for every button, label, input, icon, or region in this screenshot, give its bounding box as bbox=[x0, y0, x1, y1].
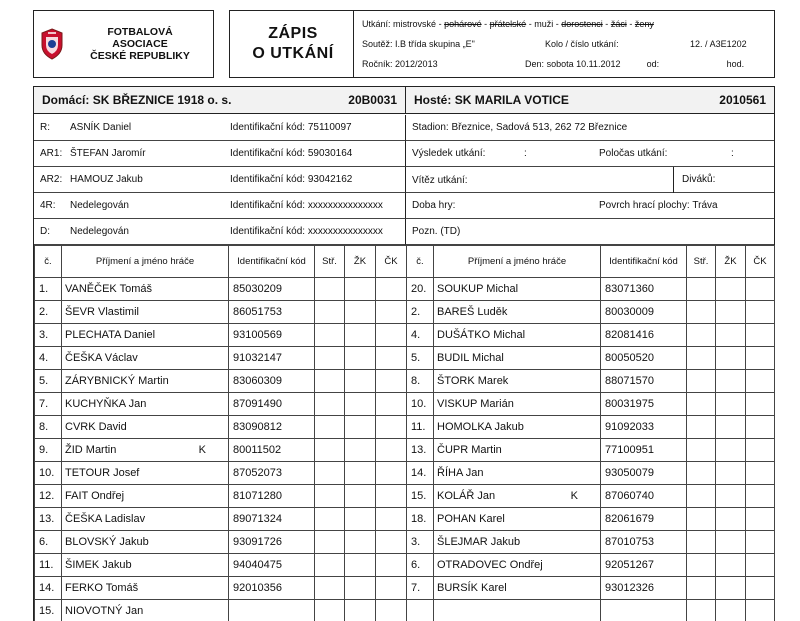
player-row bbox=[407, 508, 775, 531]
player-row bbox=[407, 439, 775, 462]
player-name: DUŠÁTKO Michal bbox=[434, 324, 601, 347]
red-card-cell bbox=[376, 439, 407, 462]
referee-row: 4R: Nedelegován Identifikační kód: xxxxxxxxxxxxxxx bbox=[34, 193, 406, 219]
player-name: POHAN Karel bbox=[434, 508, 601, 531]
player-id: 86051753 bbox=[229, 301, 315, 324]
player-number: 1. bbox=[35, 278, 62, 301]
player-name: NIOVOTNÝ Jan bbox=[62, 600, 229, 621]
player-row bbox=[407, 577, 775, 600]
substitution-cell bbox=[315, 439, 345, 462]
player-id bbox=[229, 600, 315, 621]
yellow-card-cell bbox=[716, 370, 746, 393]
player-row bbox=[407, 462, 775, 485]
player-number: 11. bbox=[407, 416, 434, 439]
notes-row: Pozn. (TD) bbox=[406, 219, 774, 245]
yellow-card-cell bbox=[716, 508, 746, 531]
substitution-cell bbox=[315, 370, 345, 393]
red-card-cell bbox=[376, 462, 407, 485]
red-card-cell bbox=[746, 439, 775, 462]
player-id: 92051267 bbox=[601, 554, 687, 577]
player-id: 80030009 bbox=[601, 301, 687, 324]
player-name: ČUPR Martin bbox=[434, 439, 601, 462]
yellow-card-cell bbox=[716, 554, 746, 577]
substitution-cell bbox=[687, 508, 716, 531]
player-number: 15. bbox=[35, 600, 62, 621]
player-row bbox=[407, 301, 775, 324]
player-row bbox=[35, 485, 407, 508]
red-card-cell bbox=[376, 485, 407, 508]
red-card-cell bbox=[746, 485, 775, 508]
player-id: 91032147 bbox=[229, 347, 315, 370]
player-row bbox=[407, 347, 775, 370]
red-card-cell bbox=[376, 577, 407, 600]
red-card-cell bbox=[376, 324, 407, 347]
player-id: 85030209 bbox=[229, 278, 315, 301]
player-row bbox=[407, 416, 775, 439]
yellow-card-cell bbox=[716, 600, 746, 621]
player-number: 14. bbox=[35, 577, 62, 600]
match-form bbox=[33, 86, 775, 621]
red-card-cell bbox=[376, 301, 407, 324]
player-number: 5. bbox=[35, 370, 62, 393]
red-card-cell bbox=[746, 278, 775, 301]
substitution-cell bbox=[315, 278, 345, 301]
player-row bbox=[407, 278, 775, 301]
red-card-cell bbox=[746, 416, 775, 439]
home-team-bar: Domácí: SK BŘEZNICE 1918 o. s. 20B0031 bbox=[34, 87, 406, 114]
player-name: BURSÍK Karel bbox=[434, 577, 601, 600]
substitution-cell bbox=[315, 531, 345, 554]
player-number: 3. bbox=[35, 324, 62, 347]
player-number: 13. bbox=[407, 439, 434, 462]
yellow-card-cell bbox=[345, 416, 376, 439]
substitution-cell bbox=[315, 508, 345, 531]
player-number: 18. bbox=[407, 508, 434, 531]
player-row bbox=[407, 554, 775, 577]
substitution-cell bbox=[687, 577, 716, 600]
player-row bbox=[35, 577, 407, 600]
substitution-cell bbox=[315, 393, 345, 416]
player-row bbox=[35, 324, 407, 347]
referee-row: D: Nedelegován Identifikační kód: xxxxxxxxxxxxxxx bbox=[34, 219, 406, 245]
substitution-cell bbox=[315, 554, 345, 577]
player-name: VISKUP Marián bbox=[434, 393, 601, 416]
red-card-cell bbox=[376, 600, 407, 621]
yellow-card-cell bbox=[716, 324, 746, 347]
player-row bbox=[35, 370, 407, 393]
substitution-cell bbox=[687, 301, 716, 324]
player-name: ZÁRYBNICKÝ Martin bbox=[62, 370, 229, 393]
player-id: 80031975 bbox=[601, 393, 687, 416]
player-number: 3. bbox=[407, 531, 434, 554]
player-id: 93091726 bbox=[229, 531, 315, 554]
player-name: BAREŠ Luděk bbox=[434, 301, 601, 324]
player-row bbox=[407, 370, 775, 393]
stadium-row: Stadion: Březnice, Sadová 513, 262 72 Březnice bbox=[406, 115, 774, 141]
yellow-card-cell bbox=[716, 347, 746, 370]
player-number: 6. bbox=[35, 531, 62, 554]
yellow-card-cell bbox=[716, 577, 746, 600]
player-number bbox=[407, 600, 434, 621]
player-row bbox=[35, 416, 407, 439]
substitution-cell bbox=[687, 324, 716, 347]
soutez-row: Soutěž: I.B třída skupina „E" Kolo / číslo utkání: 12. / A3E1202 bbox=[362, 39, 747, 49]
red-card-cell bbox=[376, 347, 407, 370]
substitution-cell bbox=[687, 347, 716, 370]
player-id: 83071360 bbox=[601, 278, 687, 301]
player-number: 20. bbox=[407, 278, 434, 301]
substitution-cell bbox=[315, 462, 345, 485]
utkani-type-row: Utkání: mistrovské - pohárové - přátelské - muži - dorostenci - žáci - ženy bbox=[362, 19, 654, 29]
red-card-cell bbox=[746, 462, 775, 485]
yellow-card-cell bbox=[345, 462, 376, 485]
red-card-cell bbox=[746, 600, 775, 621]
substitution-cell bbox=[687, 439, 716, 462]
yellow-card-cell bbox=[716, 439, 746, 462]
red-card-cell bbox=[746, 324, 775, 347]
red-card-cell bbox=[746, 370, 775, 393]
substitution-cell bbox=[687, 370, 716, 393]
yellow-card-cell bbox=[345, 485, 376, 508]
yellow-card-cell bbox=[716, 485, 746, 508]
player-id bbox=[601, 600, 687, 621]
player-row bbox=[407, 485, 775, 508]
player-number: 4. bbox=[407, 324, 434, 347]
player-id: 94040475 bbox=[229, 554, 315, 577]
player-name: KOLÁŘ Jan K bbox=[434, 485, 601, 508]
yellow-card-cell bbox=[716, 278, 746, 301]
yellow-card-cell bbox=[716, 462, 746, 485]
player-id: 93050079 bbox=[601, 462, 687, 485]
player-id: 87052073 bbox=[229, 462, 315, 485]
player-row bbox=[407, 600, 775, 621]
yellow-card-cell bbox=[345, 370, 376, 393]
yellow-card-cell bbox=[716, 416, 746, 439]
table-header-row: č. Příjmení a jméno hráče Identifikační kód Stř. ŽK ČK bbox=[35, 246, 407, 278]
player-number: 12. bbox=[35, 485, 62, 508]
player-number: 8. bbox=[35, 416, 62, 439]
yellow-card-cell bbox=[345, 278, 376, 301]
player-number: 10. bbox=[407, 393, 434, 416]
substitution-cell bbox=[315, 577, 345, 600]
red-card-cell bbox=[746, 531, 775, 554]
rocnik-row: Ročník: 2012/2013 Den: sobota 10.11.2012 od: hod. bbox=[362, 59, 745, 69]
yellow-card-cell bbox=[345, 439, 376, 462]
duration-row: Doba hry: Povrch hrací plochy: Tráva bbox=[406, 193, 774, 219]
substitution-cell bbox=[687, 600, 716, 621]
away-team-name: SK MARILA VOTICE bbox=[454, 93, 569, 107]
association-box bbox=[33, 10, 214, 78]
player-id: 77100951 bbox=[601, 439, 687, 462]
red-card-cell bbox=[376, 531, 407, 554]
player-name: ŠLEJMAR Jakub bbox=[434, 531, 601, 554]
player-number: 13. bbox=[35, 508, 62, 531]
home-team-name: SK BŘEZNICE 1918 o. s. bbox=[92, 93, 232, 107]
red-card-cell bbox=[376, 554, 407, 577]
player-row bbox=[407, 393, 775, 416]
substitution-cell bbox=[687, 531, 716, 554]
red-card-cell bbox=[746, 347, 775, 370]
player-name: ŠTORK Marek bbox=[434, 370, 601, 393]
referee-row: R: ASNÍK Daniel Identifikační kód: 75110097 bbox=[34, 115, 406, 141]
player-name: FERKO Tomáš bbox=[62, 577, 229, 600]
player-number: 5. bbox=[407, 347, 434, 370]
player-row bbox=[35, 347, 407, 370]
player-name: TETOUR Josef bbox=[62, 462, 229, 485]
yellow-card-cell bbox=[345, 347, 376, 370]
player-id: 83060309 bbox=[229, 370, 315, 393]
player-row bbox=[35, 554, 407, 577]
player-id: 80011502 bbox=[229, 439, 315, 462]
player-id: 83090812 bbox=[229, 416, 315, 439]
facr-crest-icon bbox=[39, 27, 65, 61]
player-id: 81071280 bbox=[229, 485, 315, 508]
player-name: SOUKUP Michal bbox=[434, 278, 601, 301]
player-id: 88071570 bbox=[601, 370, 687, 393]
player-row bbox=[35, 462, 407, 485]
yellow-card-cell bbox=[716, 301, 746, 324]
winner-field: Vítěz utkání: bbox=[406, 167, 674, 193]
player-row bbox=[35, 278, 407, 301]
player-row bbox=[35, 439, 407, 462]
yellow-card-cell bbox=[345, 324, 376, 347]
player-name: BLOVSKÝ Jakub bbox=[62, 531, 229, 554]
player-number: 2. bbox=[35, 301, 62, 324]
player-id: 92010356 bbox=[229, 577, 315, 600]
player-id: 93012326 bbox=[601, 577, 687, 600]
player-id: 80050520 bbox=[601, 347, 687, 370]
captain-mark: K bbox=[570, 490, 578, 502]
red-card-cell bbox=[746, 393, 775, 416]
player-name: CVRK David bbox=[62, 416, 229, 439]
red-card-cell bbox=[746, 508, 775, 531]
red-card-cell bbox=[746, 554, 775, 577]
substitution-cell bbox=[315, 485, 345, 508]
player-name: ČEŠKA Ladislav bbox=[62, 508, 229, 531]
substitution-cell bbox=[687, 416, 716, 439]
yellow-card-cell bbox=[716, 531, 746, 554]
red-card-cell bbox=[376, 370, 407, 393]
player-name: ŽID Martin K bbox=[62, 439, 229, 462]
winner-row: Vítěz utkání: Diváků: bbox=[406, 167, 774, 193]
player-number: 15. bbox=[407, 485, 434, 508]
yellow-card-cell bbox=[345, 531, 376, 554]
player-number: 4. bbox=[35, 347, 62, 370]
away-team-bar: Hosté: SK MARILA VOTICE 2010561 bbox=[406, 87, 774, 114]
player-row bbox=[35, 508, 407, 531]
player-number: 14. bbox=[407, 462, 434, 485]
document-title: ZÁPIS O UTKÁNÍ bbox=[229, 10, 357, 78]
substitution-cell bbox=[315, 416, 345, 439]
player-id: 82061679 bbox=[601, 508, 687, 531]
substitution-cell bbox=[687, 462, 716, 485]
result-row: Výsledek utkání: : Poločas utkání: : bbox=[406, 141, 774, 167]
player-number: 2. bbox=[407, 301, 434, 324]
player-name: KUCHYŇKA Jan bbox=[62, 393, 229, 416]
substitution-cell bbox=[687, 393, 716, 416]
yellow-card-cell bbox=[345, 301, 376, 324]
player-id: 87060740 bbox=[601, 485, 687, 508]
player-name bbox=[434, 600, 601, 621]
player-number: 9. bbox=[35, 439, 62, 462]
captain-mark: K bbox=[198, 444, 206, 456]
referee-row: AR2: HAMOUZ Jakub Identifikační kód: 93042162 bbox=[34, 167, 406, 193]
red-card-cell bbox=[376, 416, 407, 439]
player-row bbox=[407, 324, 775, 347]
player-name: ŠEVR Vlastimil bbox=[62, 301, 229, 324]
referee-row: AR1: ŠTEFAN Jaromír Identifikační kód: 59030164 bbox=[34, 141, 406, 167]
player-row bbox=[35, 600, 407, 621]
away-team-code: 2010561 bbox=[719, 93, 766, 107]
player-number: 7. bbox=[407, 577, 434, 600]
substitution-cell bbox=[315, 301, 345, 324]
player-row bbox=[35, 301, 407, 324]
substitution-cell bbox=[315, 347, 345, 370]
red-card-cell bbox=[746, 577, 775, 600]
away-players-table bbox=[406, 245, 775, 621]
red-card-cell bbox=[376, 508, 407, 531]
yellow-card-cell bbox=[345, 600, 376, 621]
substitution-cell bbox=[315, 600, 345, 621]
red-card-cell bbox=[376, 393, 407, 416]
player-name: VANĚČEK Tomáš bbox=[62, 278, 229, 301]
home-team-code: 20B0031 bbox=[348, 93, 397, 107]
player-number: 6. bbox=[407, 554, 434, 577]
table-header-row: č. Příjmení a jméno hráče Identifikační kód Stř. ŽK ČK bbox=[407, 246, 775, 278]
player-row bbox=[407, 531, 775, 554]
home-players-table bbox=[34, 245, 407, 621]
match-info-box bbox=[353, 10, 775, 78]
player-id: 87091490 bbox=[229, 393, 315, 416]
player-number: 10. bbox=[35, 462, 62, 485]
player-name: FAIT Ondřej bbox=[62, 485, 229, 508]
player-row bbox=[35, 393, 407, 416]
player-name: ČEŠKA Václav bbox=[62, 347, 229, 370]
player-number: 11. bbox=[35, 554, 62, 577]
player-id: 89071324 bbox=[229, 508, 315, 531]
red-card-cell bbox=[746, 301, 775, 324]
substitution-cell bbox=[687, 554, 716, 577]
yellow-card-cell bbox=[345, 508, 376, 531]
player-name: PLECHATA Daniel bbox=[62, 324, 229, 347]
substitution-cell bbox=[687, 278, 716, 301]
substitution-cell bbox=[687, 485, 716, 508]
player-name: BUDIL Michal bbox=[434, 347, 601, 370]
player-id: 87010753 bbox=[601, 531, 687, 554]
player-name: ŘÍHA Jan bbox=[434, 462, 601, 485]
player-number: 7. bbox=[35, 393, 62, 416]
yellow-card-cell bbox=[345, 393, 376, 416]
association-name: FOTBALOVÁ ASOCIACE ČESKÉ REPUBLIKY bbox=[90, 26, 190, 62]
substitution-cell bbox=[315, 324, 345, 347]
player-id: 93100569 bbox=[229, 324, 315, 347]
player-row bbox=[35, 531, 407, 554]
player-name: HOMOLKA Jakub bbox=[434, 416, 601, 439]
yellow-card-cell bbox=[345, 554, 376, 577]
yellow-card-cell bbox=[345, 577, 376, 600]
red-card-cell bbox=[376, 278, 407, 301]
yellow-card-cell bbox=[716, 393, 746, 416]
player-name: ŠIMEK Jakub bbox=[62, 554, 229, 577]
player-id: 82081416 bbox=[601, 324, 687, 347]
player-number: 8. bbox=[407, 370, 434, 393]
player-name: OTRADOVEC Ondřej bbox=[434, 554, 601, 577]
player-id: 91092033 bbox=[601, 416, 687, 439]
